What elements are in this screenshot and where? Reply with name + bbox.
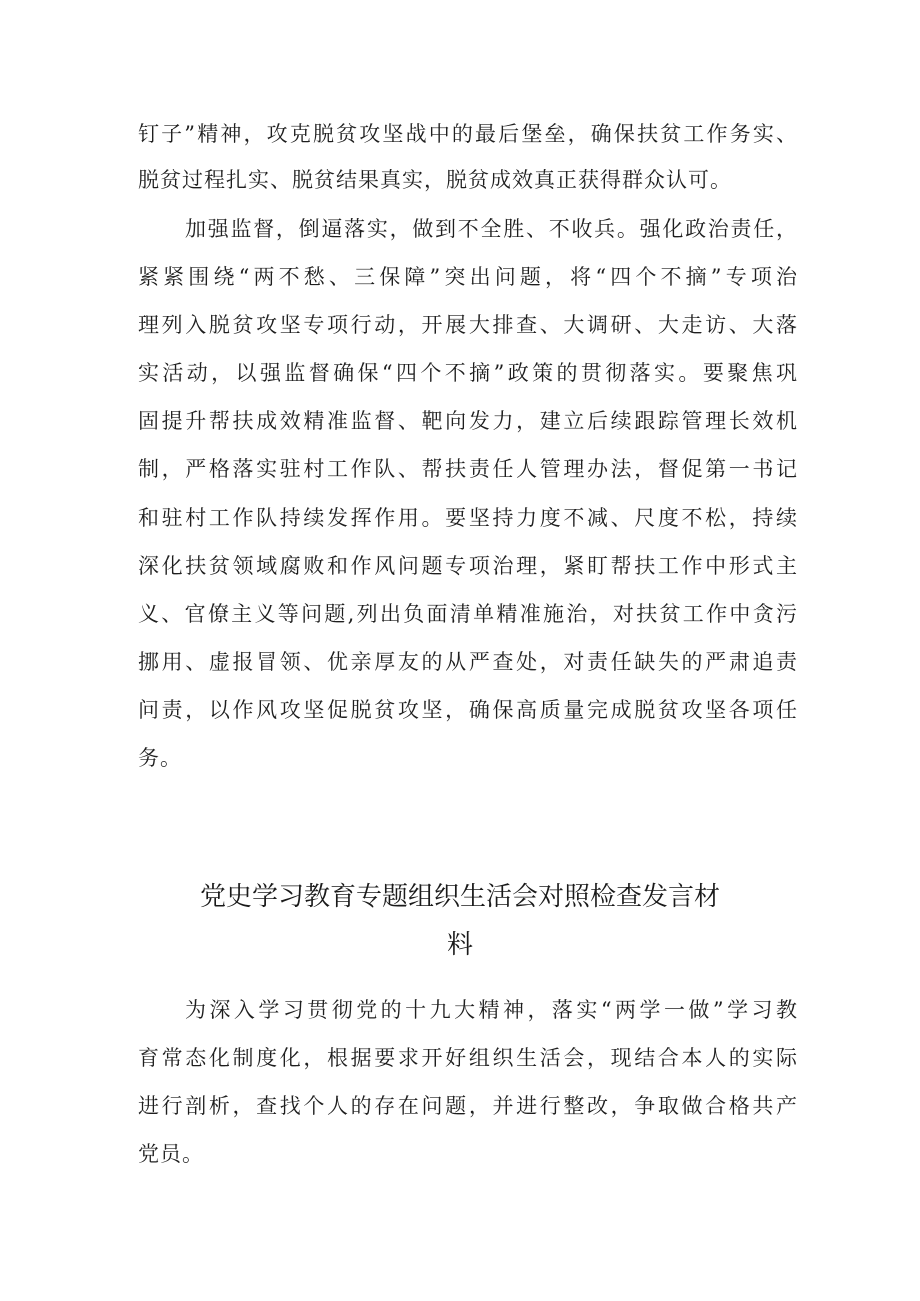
document-title-continuation: 料 [446, 930, 473, 960]
paragraph-line: 深化扶贫领域腐败和作风问题专项治理，紧盯帮扶工作中形式主 [138, 554, 798, 578]
paragraph-line: 育常态化制度化，根据要求开好组织生活会，现结合本人的实际 [138, 1046, 798, 1070]
paragraph-line: 固提升帮扶成效精准监督、靶向发力，建立后续跟踪管理长效机 [138, 409, 798, 433]
paragraph-line: 加强监督，倒逼落实，做到不全胜、不收兵。强化政治责任， [185, 217, 798, 241]
paragraph-line: 进行剖析，查找个人的存在问题，并进行整改，争取做合格共产 [138, 1094, 798, 1118]
paragraph-line: 制，严格落实驻村工作队、帮扶责任人管理办法，督促第一书记 [138, 457, 798, 481]
paragraph-line: 紧紧围绕“两不愁、三保障”突出问题，将“四个不摘”专项治 [138, 265, 798, 289]
paragraph-line: 问责，以作风攻坚促脱贫攻坚，确保高质量完成脱贫攻坚各项任 [138, 698, 798, 722]
paragraph-line: 钉子”精神，攻克脱贫攻坚战中的最后堡垒，确保扶贫工作务实、 [138, 122, 798, 146]
paragraph-line: 和驻村工作队持续发挥作用。要坚持力度不减、尺度不松，持续 [138, 506, 798, 530]
paragraph-line: 实活动，以强监督确保“四个不摘”政策的贯彻落实。要聚焦巩 [138, 361, 798, 385]
paragraph-line: 脱贫过程扎实、脱贫结果真实，脱贫成效真正获得群众认可。 [138, 168, 732, 192]
paragraph-line: 务。 [138, 746, 182, 770]
document-title: 党史学习教育专题组织生活会对照检查发言材 [199, 882, 720, 912]
paragraph-line: 挪用、虚报冒领、优亲厚友的从严查处，对责任缺失的严肃追责 [138, 650, 798, 674]
paragraph-line: 为深入学习贯彻党的十九大精神，落实“两学一做”学习教 [185, 998, 798, 1022]
paragraph-line: 理列入脱贫攻坚专项行动，开展大排查、大调研、大走访、大落 [138, 313, 798, 337]
paragraph-line: 义、官僚主义等问题,列出负面清单精准施治，对扶贫工作中贪污 [138, 602, 798, 626]
paragraph-line: 党员。 [138, 1142, 204, 1166]
